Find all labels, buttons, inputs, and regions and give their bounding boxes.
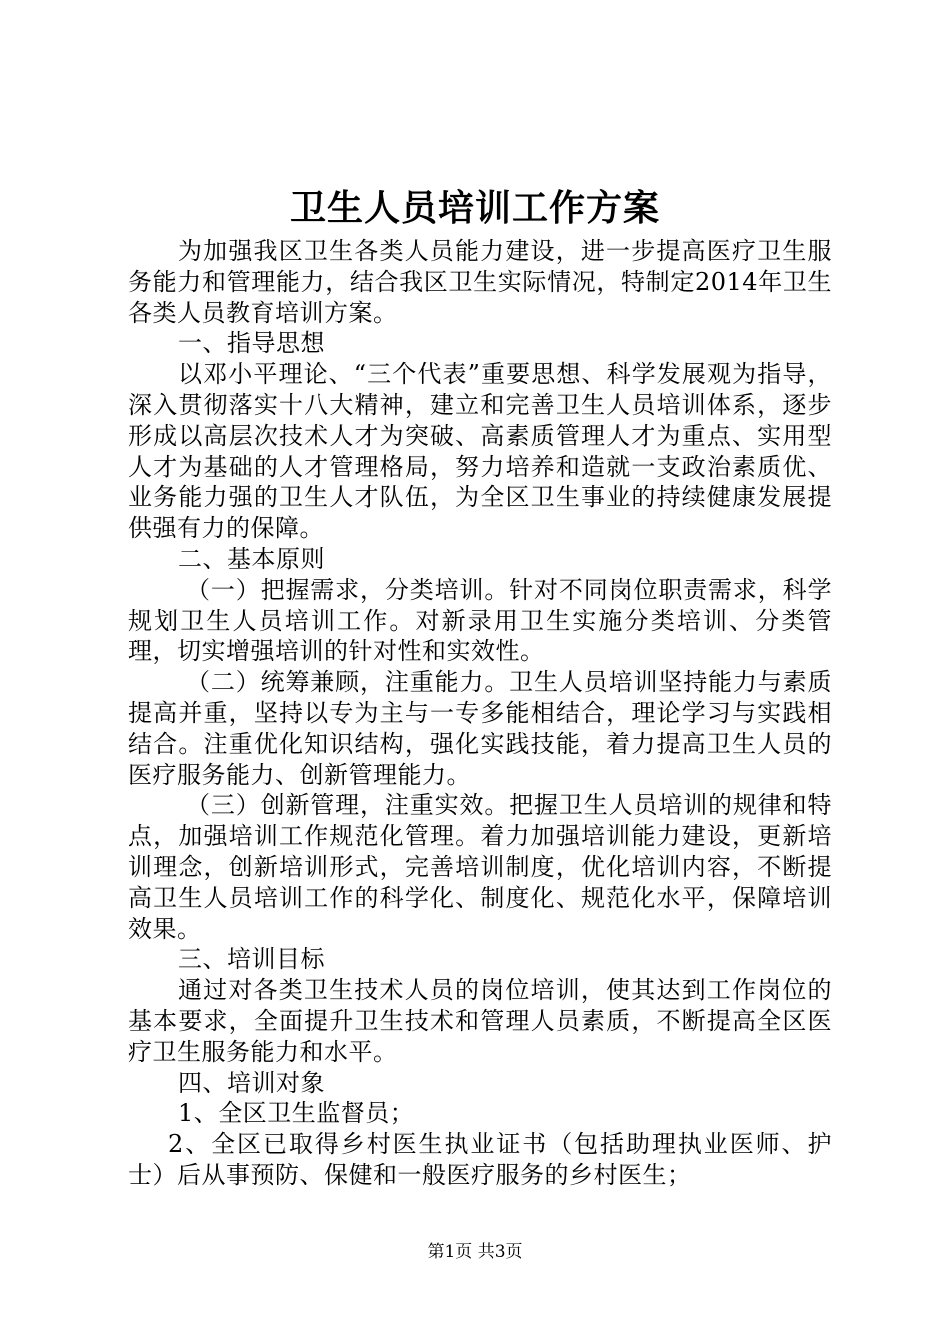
section-heading-guiding-ideology: 一、指导思想 bbox=[178, 329, 325, 358]
section-heading-training-goals: 三、培训目标 bbox=[178, 945, 325, 974]
section-heading-training-targets: 四、培训对象 bbox=[178, 1068, 325, 1097]
guiding-ideology-paragraph: 以邓小平理论、“三个代表”重要思想、科学发展观为指导，深入贯彻落实十八大精神，建立和完善卫生人员培训体系，逐步形成以高层次技术人才为突破、高素质管理人才为重点、实用型人才为基础的人才管理格局，努力培养和造就一支政治素质优、业务能力强的卫生人才队伍，为全区卫生事业的持续健康发展提供强有力的保障。 bbox=[128, 360, 832, 543]
training-target-item-1: 1、全区卫生监督员； bbox=[178, 1099, 415, 1128]
training-target-item-2: 2、全区已取得乡村医生执业证书（包括助理执业医师、护士）后从事预防、保健和一般医疗服务的乡村医生； bbox=[128, 1130, 832, 1189]
training-goals-paragraph: 通过对各类卫生技术人员的岗位培训，使其达到工作岗位的基本要求，全面提升卫生技术和管理人员素质，不断提高全区医疗卫生服务能力和水平。 bbox=[128, 976, 832, 1066]
section-heading-basic-principles: 二、基本原则 bbox=[178, 544, 325, 573]
principle-1-paragraph: （一）把握需求，分类培训。针对不同岗位职责需求，科学规划卫生人员培训工作。对新录用卫生实施分类培训、分类管理，切实增强培训的针对性和实效性。 bbox=[128, 575, 832, 666]
intro-paragraph: 为加强我区卫生各类人员能力建设，进一步提高医疗卫生服务能力和管理能力，结合我区卫生实际情况，特制定2014年卫生各类人员教育培训方案。 bbox=[128, 237, 832, 327]
page-footer: 第1页 共3页 bbox=[427, 1242, 523, 1262]
principle-3-paragraph: （三）创新管理，注重实效。把握卫生人员培训的规律和特点，加强培训工作规范化管理。着力加强培训能力建设，更新培训理念，创新培训形式，完善培训制度，优化培训内容，不断提高卫生人员培训工作的科学化、制度化、规范化水平，保障培训效果。 bbox=[128, 791, 832, 943]
page-title: 卫生人员培训工作方案 bbox=[289, 187, 660, 229]
principle-2-paragraph: （二）统筹兼顾，注重能力。卫生人员培训坚持能力与素质提高并重，坚持以专为主与一专多能相结合，理论学习与实践相结合。注重优化知识结构，强化实践技能，着力提高卫生人员的医疗服务能力、创新管理能力。 bbox=[128, 668, 832, 789]
document-body bbox=[128, 236, 832, 1191]
